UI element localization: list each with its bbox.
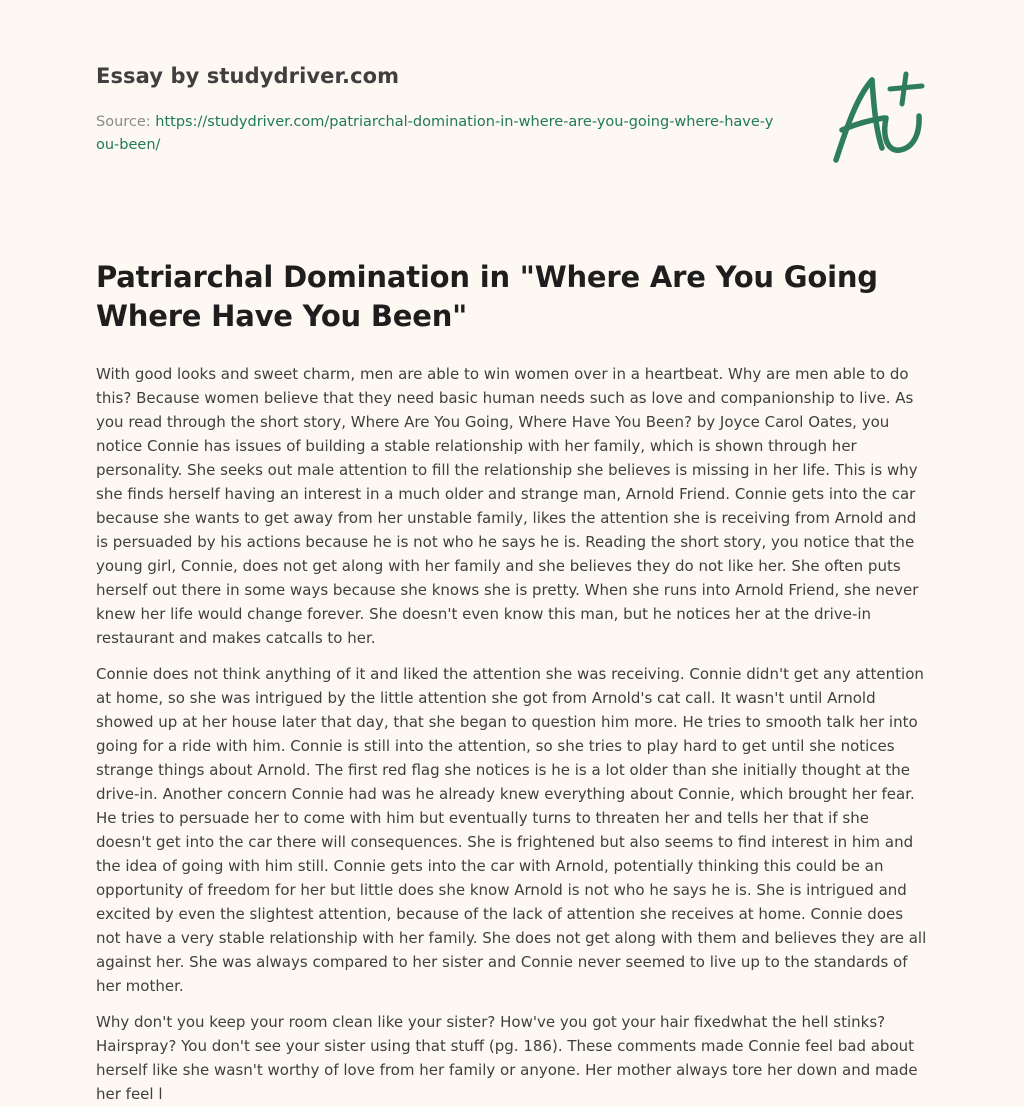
site-brand: Essay by studydriver.com (96, 64, 400, 88)
essay-title: Patriarchal Domination in "Where Are You Going Where Have You Been" (96, 260, 878, 333)
source-link[interactable]: https://studydriver.com/patriarchal-domination-in-where-are-you-going-where-have-you-been/ (96, 114, 774, 153)
source-label: Source: (96, 114, 156, 130)
source-line (96, 111, 776, 157)
page-header (96, 0, 928, 220)
essay-paragraph: Connie does not think anything of it and liked the attention she was receiving. Connie didn't get any attention at home, so she was intrigued by the little attention she got from Arnold's cat call. It wasn't until Arnold showed up at her house later that day, that she began to question him more. He tries to smooth talk her into going for a ride with him. Connie is still into the attention, so she tries to play hard to get until she notices strange things about Arnold. The first red flag she notices is he is a lot older than she initially thought at the drive-in. Another concern Connie had was he already knew everything about Connie, which brought her fear. He tries to persuade her to come with him but eventually turns to threaten her and tells her that if she doesn't get into the car there will consequences. She is frightened but also seems to find interest in him and the idea of going with him still. Connie gets into the car with Arnold, potentially thinking this could be an opportunity of freedom for her but little does she know Arnold is not who he says he is. She is intrigued and excited by even the slightest attention, because of the lack of attention she receives at home. Connie does not have a very stable relationship with her family. She does not get along with them and believes they are all against her. She was always compared to her sister and Connie never seemed to live up to the standards of her mother. (96, 665, 927, 995)
essay-paragraph: With good looks and sweet charm, men are able to win women over in a heartbeat. Why are men able to do this? Because women believe that they need basic human needs such as love and companionship to live. As you read through the short story, Where Are You Going, Where Have You Been? by Joyce Carol Oates, you notice Connie has issues of building a stable relationship with her family, which is shown through her personality. She seeks out male attention to fill the relationship she believes is missing in her life. This is why she finds herself having an interest in a much older and strange man, Arnold Friend. Connie gets into the car because she wants to get away from her unstable family, likes the attention she is receiving from Arnold and is persuaded by his actions because he is not who he says he is. Reading the short story, you notice that the young girl, Connie, does not get along with her family and she believes they do not like her. She often puts herself out there in some ways because she knows she is pretty. When she runs into Arnold Friend, she never knew her life would change forever. She doesn't even know this man, but he notices her at the drive-in restaurant and makes catcalls to her. (96, 365, 919, 647)
essay-paragraph: Why don't you keep your room clean like your sister? How've you got your hair fixedwhat the hell stinks? Hairspray? You don't see your sister using that stuff (pg. 186). These comments made Connie feel bad about herself like she wasn't worthy of love from her family or anyone. Her mother always tore her down and made her feel l (96, 1013, 918, 1103)
a-plus-logo-icon (824, 68, 928, 168)
essay-body (96, 362, 928, 1106)
